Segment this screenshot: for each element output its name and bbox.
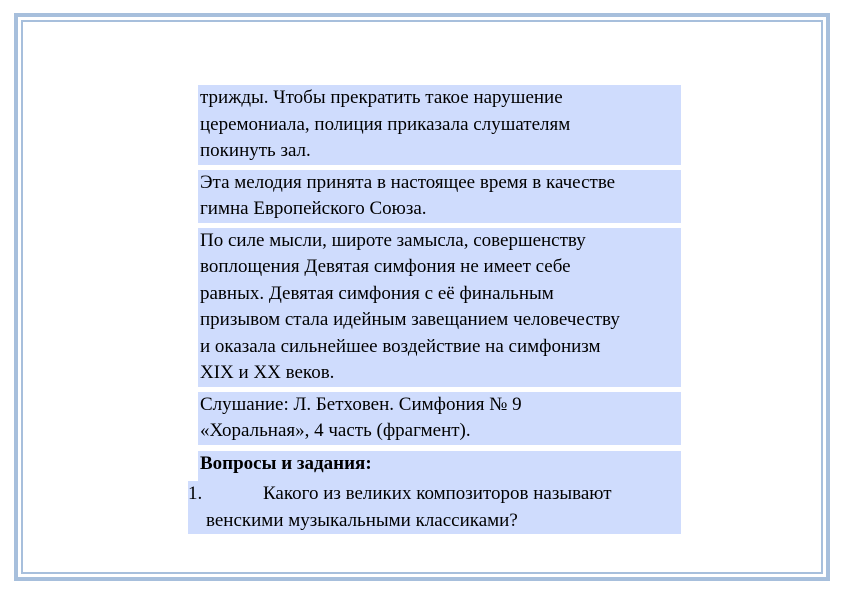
text-line: и оказала сильнейшее воздействие на симфонизм (200, 335, 601, 357)
text-line: «Хоральная», 4 часть (фрагмент). (200, 420, 471, 441)
text-body (188, 85, 681, 534)
paragraph-ninth-symphony (198, 228, 681, 387)
questions-heading: Вопросы и задания: (198, 451, 681, 482)
question-text-line: Какого из великих композиторов называют (263, 483, 612, 504)
text-line: гимна Европейского Союза. (200, 198, 427, 219)
question-text-line: венскими музыкальными классиками? (206, 509, 518, 531)
text-line: Слушание: Л. Бетховен. Симфония № 9 (200, 393, 522, 415)
text-line: покинуть зал. (200, 140, 311, 161)
text-line: воплощения Девятая симфония не имеет себе (200, 256, 571, 277)
text-line: церемониала, полиция приказала слушателям (200, 113, 571, 135)
text-line: трижды. Чтобы прекратить такое нарушение (200, 87, 563, 108)
question-item (188, 481, 681, 534)
text-line: XIX и XX веков. (200, 362, 335, 383)
question-number: 1. (188, 483, 203, 504)
paragraph-ceremony (198, 85, 681, 165)
text-line: По силе мысли, широте замысла, совершенству (200, 229, 586, 251)
text-line: призывом стала идейным завещанием человечеству (200, 309, 620, 330)
paragraph-listening (198, 392, 681, 445)
text-line: Эта мелодия принята в настоящее время в качестве (200, 171, 616, 193)
paragraph-anthem (198, 170, 681, 223)
text-line: равных. Девятая симфония с её финальным (200, 282, 554, 304)
